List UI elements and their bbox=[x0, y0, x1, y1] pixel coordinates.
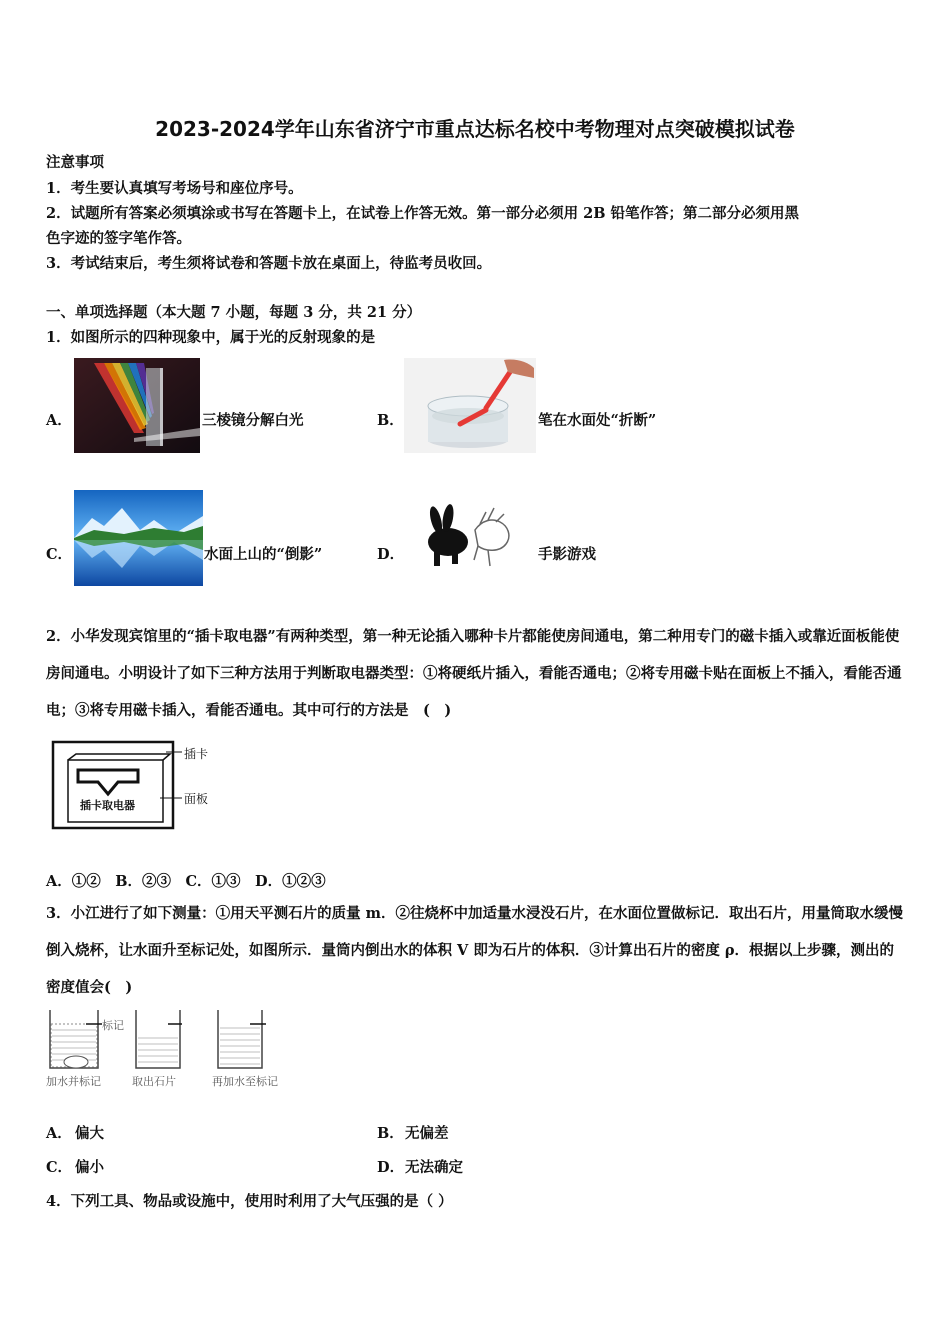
figure-label-step: 加水并标记 bbox=[46, 1075, 101, 1088]
prism-photo bbox=[74, 358, 200, 453]
option-label: D． bbox=[377, 1159, 405, 1176]
option-text: 偏小 bbox=[75, 1159, 104, 1176]
notice-item: 1．考生要认真填写考场号和座位序号。 bbox=[46, 180, 303, 197]
option-label: B． bbox=[377, 1125, 404, 1142]
page-title: 2023-2024学年山东省济宁市重点达标名校中考物理对点突破模拟试卷 bbox=[155, 117, 795, 141]
option-caption: 手影游戏 bbox=[538, 546, 596, 563]
figure-label-device: 插卡取电器 bbox=[80, 799, 135, 812]
question-2-stem: 2．小华发现宾馆里的“插卡取电器”有两种类型，第一种无论插入哪种卡片都能使房间通电，第二种用专门的磁卡插入或靠近面板能使房间通电。小明设计了如下三种方法用于判断取电器类型：①将硬纸片插入，看能否通电；②将专用磁卡贴在面板上不插入，看能否通电；③将专用磁卡插入，看能否通电。其中可行的方法是 ( ) bbox=[46, 628, 902, 719]
pencil-in-water-photo bbox=[404, 358, 536, 453]
option-label: C． bbox=[46, 1159, 73, 1176]
notice-heading: 注意事项 bbox=[46, 154, 104, 171]
question-1-stem: 1．如图所示的四种现象中，属于光的反射现象的是 bbox=[46, 329, 376, 346]
question-3-stem: 3．小江进行了如下测量：①用天平测石片的质量 m．②往烧杯中加适量水浸没石片，在水面位置做标记．取出石片，用量筒取水缓慢倒入烧杯，让水面升至标记处，如图所示．量筒内倒出水的体积 V 即为石片的体积．③计算出石片的密度 ρ．根据以上步骤，测出的密度值会( ) bbox=[46, 905, 903, 996]
figure-label-panel: 面板 bbox=[184, 792, 209, 806]
figure-label-card: 插卡 bbox=[184, 747, 209, 761]
mountain-reflection-photo bbox=[74, 490, 203, 586]
notice-item: 3．考试结束后，考生须将试卷和答题卡放在桌面上，待监考员收回。 bbox=[46, 255, 492, 272]
option-label: B． bbox=[377, 412, 404, 429]
figure-label-step: 取出石片 bbox=[132, 1075, 176, 1088]
notice-item: 2．试题所有答案必须填涂或书写在答题卡上，在试卷上作答无效。第一部分必须用 2B 铅笔作答；第二部分必须用黑 bbox=[46, 205, 800, 222]
option-label: D． bbox=[377, 546, 405, 563]
option-caption: 笔在水面处“折断” bbox=[538, 412, 657, 429]
figure-label-mark: 标记 bbox=[102, 1019, 124, 1032]
option-text: 偏大 bbox=[75, 1125, 104, 1142]
option-text: 无偏差 bbox=[405, 1125, 449, 1142]
option-label: C． bbox=[46, 546, 73, 563]
option-label: A． bbox=[46, 1125, 72, 1142]
option-caption: 三棱镜分解白光 bbox=[202, 412, 304, 429]
figure-label-step: 再加水至标记 bbox=[212, 1075, 278, 1088]
section-heading: 一、单项选择题（本大题 7 小题，每题 3 分，共 21 分） bbox=[46, 304, 422, 321]
beaker-steps-diagram bbox=[46, 1008, 296, 1078]
question-2-options: A．①② B．②③ C．①③ D．①②③ bbox=[46, 873, 326, 890]
option-caption: 水面上山的“倒影” bbox=[204, 546, 323, 563]
question-4-stem: 4．下列工具、物品或设施中，使用时利用了大气压强的是（ ） bbox=[46, 1193, 453, 1210]
option-text: 无法确定 bbox=[405, 1159, 463, 1176]
notice-item: 色字迹的签字笔作答。 bbox=[46, 230, 191, 247]
hand-shadow-picture bbox=[420, 500, 520, 575]
option-label: A． bbox=[46, 412, 72, 429]
